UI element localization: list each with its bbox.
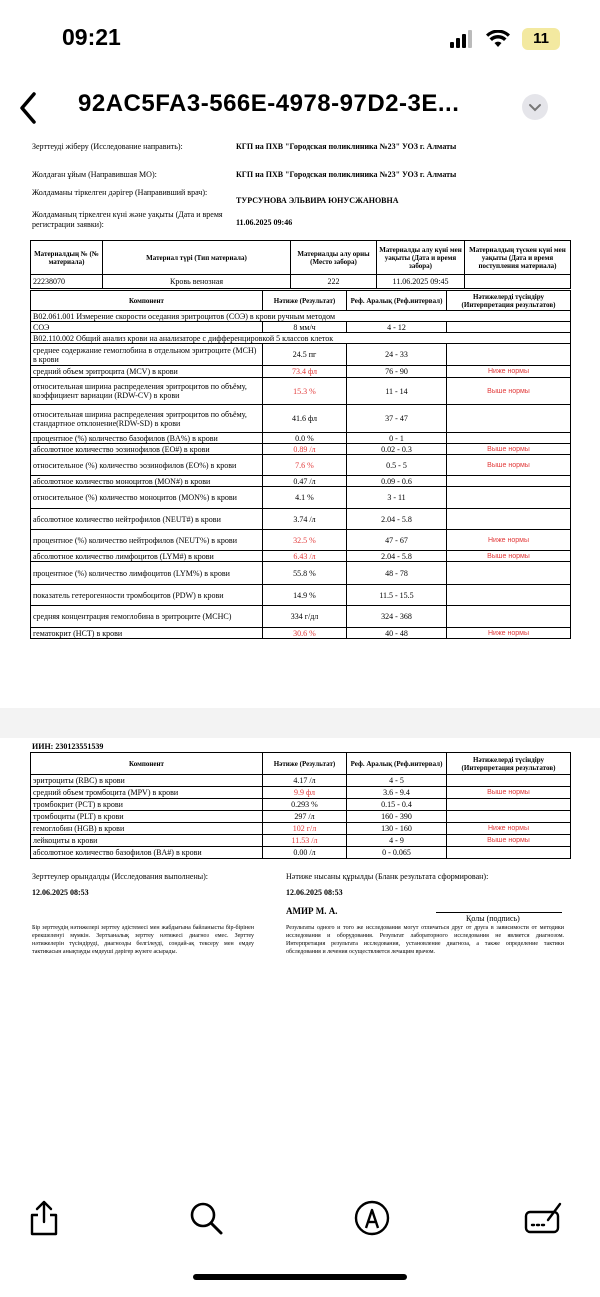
table-row (31, 847, 571, 859)
table-row (31, 835, 571, 847)
table-row (31, 628, 571, 639)
component-cell: абсолютное количество нейтрофилов (NEUT#) в крови (31, 509, 263, 530)
table-row (31, 509, 571, 530)
status-icons (450, 28, 560, 50)
section-title: B02.110.002 Общий анализ крови на анализаторе с дифференцировкой 5 классов клеток (31, 333, 571, 344)
interpretation-cell (447, 799, 571, 811)
component-cell: относительное (%) количество моноцитов (MON%) в крови (31, 487, 263, 509)
result-cell: 8 мм/ч (263, 322, 347, 333)
signal-icon (450, 30, 474, 48)
results-header-cell: Нәтиже (Результат) (263, 291, 347, 311)
reference-cell: 24 - 33 (347, 344, 447, 366)
document-title: 92AC5FA3-566E-4978-97D2-3E... (78, 90, 460, 117)
interpretation-cell: Ниже нормы (447, 366, 571, 378)
reference-cell: 0.02 - 0.3 (347, 444, 447, 455)
table-row (31, 476, 571, 487)
table-row (31, 775, 571, 787)
component-cell: средняя концентрация гемоглобина в эритроците (MCHC) (31, 606, 263, 628)
reference-cell: 4 - 9 (347, 835, 447, 847)
table-row (31, 444, 571, 455)
reference-cell: 11 - 14 (347, 378, 447, 405)
reference-cell: 0.15 - 0.4 (347, 799, 447, 811)
component-cell: относительная ширина распределения эритроцитов по объёму, стандартное отклонение(RDW-SD) в крови (31, 405, 263, 433)
reference-cell: 0 - 0.065 (347, 847, 447, 859)
result-cell: 30.6 % (263, 628, 347, 639)
interpretation-cell: Выше нормы (447, 835, 571, 847)
interpretation-cell (447, 344, 571, 366)
interpretation-cell: Ниже нормы (447, 628, 571, 639)
table-row (31, 562, 571, 585)
material-cell (465, 275, 571, 289)
component-cell: среднее содержание гемоглобина в отдельном эритроците (MCH) в крови (31, 344, 263, 366)
component-cell: эритроциты (RBC) в крови (31, 775, 263, 787)
interpretation-cell (447, 562, 571, 585)
header-value: 11.06.2025 09:46 (236, 218, 293, 227)
interpretation-cell: Выше нормы (447, 378, 571, 405)
interpretation-cell: Ниже нормы (447, 823, 571, 835)
performed-date: 12.06.2025 08:53 (32, 888, 89, 897)
result-cell: 14.9 % (263, 585, 347, 606)
component-cell: абсолютное количество моноцитов (MON#) в крови (31, 476, 263, 487)
material-header-cell: Материалдың № (№ материала) (31, 241, 103, 275)
section-row (31, 333, 571, 344)
result-cell: 334 г/дл (263, 606, 347, 628)
results-body (31, 344, 571, 639)
interpretation-cell (447, 433, 571, 444)
material-cell: Кровь венозная (103, 275, 291, 289)
section-title: B02.061.001 Измерение скорости оседания эритроцитов (СОЭ) в крови ручным методом (31, 311, 571, 322)
performed-label: Зерттеулер орындалды (Исследования выполнены): (32, 872, 208, 881)
component-cell: гемоглобин (HGB) в крови (31, 823, 263, 835)
markup-icon[interactable] (352, 1198, 392, 1238)
result-cell: 11.53 /л (263, 835, 347, 847)
table-row (31, 551, 571, 562)
reference-cell: 4 - 12 (347, 322, 447, 333)
material-header-cell: Материал түрі (Тип материала) (103, 241, 291, 275)
table-row (31, 799, 571, 811)
result-cell: 24.5 пг (263, 344, 347, 366)
material-cell: 11.06.2025 09:45 (377, 275, 465, 289)
header-key: Жолдаманы тіркелген дәрігер (Направивший врач): (32, 188, 208, 197)
component-cell: тромбоциты (PLT) в крови (31, 811, 263, 823)
result-cell: 6.43 /л (263, 551, 347, 562)
component-cell: абсолютное количество лимфоцитов (LYM#) в крови (31, 551, 263, 562)
results-header-cell: Компонент (31, 753, 263, 775)
interpretation-cell: Выше нормы (447, 444, 571, 455)
table-row (31, 606, 571, 628)
battery-icon: 11 (522, 28, 560, 50)
component-cell: процентное (%) количество базофилов (BA%) в крови (31, 433, 263, 444)
material-header-cell: Материалдың түскен күні мен уақыты (Дата и время поступления материала) (465, 241, 571, 275)
result-cell: 41.6 фл (263, 405, 347, 433)
table-row (31, 322, 571, 333)
reference-cell: 160 - 390 (347, 811, 447, 823)
reference-cell: 40 - 48 (347, 628, 447, 639)
table-row (31, 405, 571, 433)
header-key: Жолдаған ұйым (Направившая МО): (32, 170, 157, 179)
interpretation-cell (447, 847, 571, 859)
result-cell: 73.4 фл (263, 366, 347, 378)
reference-cell: 2.04 - 5.8 (347, 551, 447, 562)
result-cell: 4.17 /л (263, 775, 347, 787)
result-cell: 0.293 % (263, 799, 347, 811)
results-header-cell: Реф. Аралық (Реф.интервал) (347, 291, 447, 311)
result-cell: 102 г/л (263, 823, 347, 835)
interpretation-cell (447, 775, 571, 787)
interpretation-cell (447, 585, 571, 606)
reference-cell: 11.5 - 15.5 (347, 585, 447, 606)
signature-line (436, 912, 562, 913)
interpretation-cell (447, 487, 571, 509)
component-cell: относительное (%) количество эозинофилов (EO%) в крови (31, 455, 263, 476)
result-cell: 0.00 /л (263, 847, 347, 859)
reference-cell: 47 - 67 (347, 530, 447, 551)
result-cell: 0.89 /л (263, 444, 347, 455)
table-row (31, 585, 571, 606)
result-cell: 0.0 % (263, 433, 347, 444)
results-header-cell: Реф. Аралық (Реф.интервал) (347, 753, 447, 775)
interpretation-cell: Выше нормы (447, 551, 571, 562)
material-row (31, 275, 571, 289)
home-indicator (193, 1274, 407, 1280)
table-row (31, 530, 571, 551)
reference-cell: 130 - 160 (347, 823, 447, 835)
reference-cell: 37 - 47 (347, 405, 447, 433)
results-body (31, 775, 571, 859)
results-header-row (31, 291, 571, 311)
component-cell: средний объем тромбоцита (MPV) в крови (31, 787, 263, 799)
interpretation-cell: Выше нормы (447, 455, 571, 476)
interpretation-cell: Ниже нормы (447, 530, 571, 551)
wifi-icon (486, 30, 510, 48)
share-icon[interactable] (24, 1198, 64, 1238)
component-cell: показатель гетерогенности тромбоцитов (PDW) в крови (31, 585, 263, 606)
reference-cell: 3 - 11 (347, 487, 447, 509)
navigation-bar (0, 80, 600, 136)
interpretation-cell (447, 322, 571, 333)
reference-cell: 0.09 - 0.6 (347, 476, 447, 487)
reference-cell: 2.04 - 5.8 (347, 509, 447, 530)
result-cell: 4.1 % (263, 487, 347, 509)
result-cell: 297 /л (263, 811, 347, 823)
component-cell: процентное (%) количество нейтрофилов (NEUT%) в крови (31, 530, 263, 551)
page-separator (0, 708, 600, 738)
reference-cell: 0 - 1 (347, 433, 447, 444)
result-cell: 32.5 % (263, 530, 347, 551)
material-table (30, 240, 571, 289)
table-row (31, 455, 571, 476)
reference-cell: 324 - 368 (347, 606, 447, 628)
component-cell: СОЭ (31, 322, 263, 333)
results-header-cell: Компонент (31, 291, 263, 311)
signature-edit-icon[interactable] (524, 1198, 564, 1238)
component-cell: относительная ширина распределения эритроцитов по объёму, коэффициент вариации (RDW-CV) в крови (31, 378, 263, 405)
doctor-name: АМИР М. А. (286, 906, 338, 916)
table-row (31, 378, 571, 405)
status-bar (0, 0, 600, 80)
result-cell: 7.6 % (263, 455, 347, 476)
table-row (31, 344, 571, 366)
chevron-down-icon (522, 94, 548, 120)
table-row (31, 487, 571, 509)
result-cell: 3.74 /л (263, 509, 347, 530)
header-value: КГП на ПХВ "Городская поликлиника №23" УОЗ г. Алматы (236, 170, 457, 179)
component-cell: тромбокрит (PCT) в крови (31, 799, 263, 811)
section-row (31, 311, 571, 322)
header-key: Зерттеуді жіберу (Исследование направить): (32, 142, 183, 151)
material-header-row (31, 241, 571, 275)
material-header-cell: Материалды алу орны (Место забора) (291, 241, 377, 275)
result-cell: 55.8 % (263, 562, 347, 585)
interpretation-cell (447, 811, 571, 823)
component-cell: процентное (%) количество лимфоцитов (LYM%) в крови (31, 562, 263, 585)
reference-cell: 3.6 - 9.4 (347, 787, 447, 799)
component-cell: абсолютное количество эозинофилов (EO#) в крови (31, 444, 263, 455)
component-cell: лейкоциты в крови (31, 835, 263, 847)
search-icon[interactable] (186, 1198, 226, 1238)
patient-iin: ИИН: 230123551539 (32, 742, 104, 751)
table-row (31, 823, 571, 835)
material-cell: 22238070 (31, 275, 103, 289)
back-chevron-icon[interactable] (12, 88, 46, 128)
interpretation-cell (447, 509, 571, 530)
material-header-cell: Материалды алу күні мен уақыты (Дата и время забора) (377, 241, 465, 275)
header-key: Жолдаманың тіркелген күні және уақыты (Дата и время регистрации заявки): (32, 210, 223, 229)
table-row (31, 787, 571, 799)
header-value: ТУРСУНОВА ЭЛЬВИРА ЮНУСЖАНОВНА (236, 196, 399, 205)
status-time: 09:21 (62, 24, 121, 50)
header-value: КГП на ПХВ "Городская поликлиника №23" УОЗ г. Алматы (236, 142, 457, 151)
formed-label: Нәтиже нысаны құрылды (Бланк результата сформирован): (286, 872, 489, 881)
table-row (31, 811, 571, 823)
reference-cell: 76 - 90 (347, 366, 447, 378)
reference-cell: 0.5 - 5 (347, 455, 447, 476)
formed-date: 12.06.2025 08:53 (286, 888, 343, 897)
component-cell: гематокрит (HCT) в крови (31, 628, 263, 639)
result-cell: 9.9 фл (263, 787, 347, 799)
interpretation-cell (447, 476, 571, 487)
component-cell: абсолютное количество базофилов (BA#) в крови (31, 847, 263, 859)
results-header-cell: Нәтиже (Результат) (263, 753, 347, 775)
results-table (30, 752, 571, 859)
note-kz: Бір зерттеудің нәтижелері зерттеу әдістемесі мен жабдығына байланысты бір-бірінен ерекшеленуі мүмкін. Зертханалық зерттеу нәтижесі диагноз емес. Зерттеу нәтижелерін түсіндіруді, диагнозды белгілеуді, сондай-ақ тексеру мен емдеу тактикасын анықтауды емдеуші дәрігер жүзеге асырады. (32, 925, 254, 955)
results-header-cell: Нәтижелерді түсіндіру (Интерпретация результатов) (447, 753, 571, 775)
title-menu-button[interactable] (522, 94, 548, 120)
interpretation-cell: Выше нормы (447, 787, 571, 799)
reference-cell: 48 - 78 (347, 562, 447, 585)
signature-label: Қолы (подпись) (466, 914, 520, 923)
interpretation-cell (447, 606, 571, 628)
table-row (31, 366, 571, 378)
reference-cell: 4 - 5 (347, 775, 447, 787)
component-cell: средний объем эритроцита (MCV) в крови (31, 366, 263, 378)
results-table (30, 290, 571, 639)
table-row (31, 433, 571, 444)
results-header-cell: Нәтижелерді түсіндіру (Интерпретация результатов) (447, 291, 571, 311)
results-header-row (31, 753, 571, 775)
material-cell: 222 (291, 275, 377, 289)
note-ru: Результаты одного и того же исследования могут отличаться друг от друга в зависимости от методики исследования и оборудования. Результат лабораторного исследования не является диагнозом. Интерпретация результата исследования, установление диагноза, а также определение тактики обследования и лечения осуществляется лечащим врачом. (286, 925, 564, 955)
interpretation-cell (447, 405, 571, 433)
result-cell: 15.3 % (263, 378, 347, 405)
result-cell: 0.47 /л (263, 476, 347, 487)
